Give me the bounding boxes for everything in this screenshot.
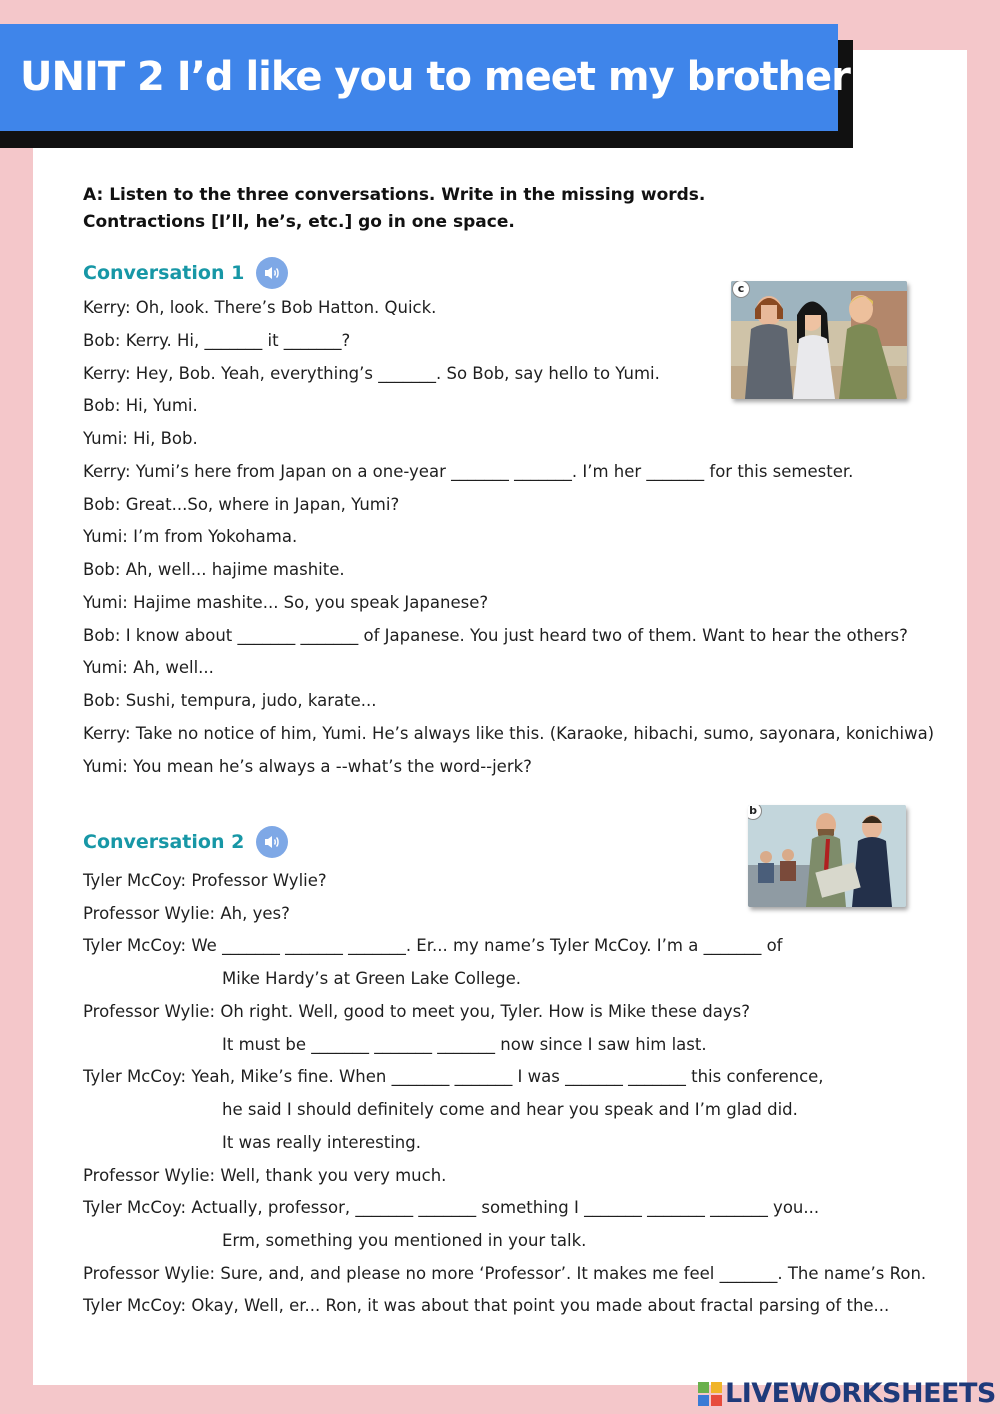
dialogue-line: Kerry: Oh, look. There’s Bob Hatton. Quick. (83, 298, 437, 317)
conversation-1-illustration (731, 281, 907, 399)
dialogue-line: Bob: Great...So, where in Japan, Yumi? (83, 495, 400, 514)
dialogue-line: Tyler McCoy: Okay, Well, er... Ron, it was about that point you made about fractal parsing of the... (83, 1296, 890, 1315)
dialogue-line[interactable]: Kerry: Yumi’s here from Japan on a one-year _______ _______. I’m her _______ for this semester. (83, 462, 854, 481)
three-people-image (731, 281, 907, 399)
dialogue-line: he said I should definitely come and hear you speak and I’m glad did. (222, 1100, 798, 1119)
page-title: UNIT 2 I’d like you to meet my brother (20, 54, 850, 100)
dialogue-line: Bob: Ah, well... hajime mashite. (83, 560, 345, 579)
speaker-icon (262, 263, 282, 283)
dialogue-line[interactable]: Tyler McCoy: Actually, professor, _______ _______ something I _______ _______ _______ you... (83, 1198, 820, 1217)
dialogue-line[interactable]: It must be _______ _______ _______ now since I saw him last. (222, 1035, 707, 1054)
conversation-2-illustration (748, 805, 906, 907)
conversation-1-heading (83, 257, 288, 289)
conversation-2-title: Conversation 2 (83, 831, 245, 853)
dialogue-line: It was really interesting. (222, 1133, 421, 1152)
dialogue-line: Kerry: Take no notice of him, Yumi. He’s always like this. (Karaoke, hibachi, sumo, sayonara, konichiwa) (83, 724, 935, 743)
instruction-line: Contractions [I’ll, he’s, etc.] go in one space. (83, 212, 515, 232)
dialogue-line[interactable]: Tyler McCoy: We _______ _______ _______. Er... my name’s Tyler McCoy. I’m a _______ of (83, 936, 783, 955)
dialogue-line: Yumi: Hajime mashite... So, you speak Japanese? (83, 593, 489, 612)
dialogue-line: Erm, something you mentioned in your talk. (222, 1231, 587, 1250)
dialogue-line: Bob: Sushi, tempura, judo, karate... (83, 691, 377, 710)
watermark-text: LIVEWORKSHEETS (725, 1378, 996, 1409)
dialogue-line: Professor Wylie: Oh right. Well, good to meet you, Tyler. How is Mike these days? (83, 1002, 750, 1021)
conversation-2-heading (83, 826, 288, 858)
liveworksheets-watermark (698, 1378, 996, 1409)
dialogue-line[interactable]: Bob: I know about _______ _______ of Japanese. You just heard two of them. Want to hear the others? (83, 626, 908, 645)
dialogue-line[interactable]: Kerry: Hey, Bob. Yeah, everything’s _______. So Bob, say hello to Yumi. (83, 364, 660, 383)
illustration-letter: b (748, 805, 762, 820)
dialogue-line: Yumi: Hi, Bob. (83, 429, 198, 448)
instructions (83, 182, 883, 236)
speaker-icon (262, 832, 282, 852)
conversation-2-audio-button[interactable] (256, 826, 288, 858)
dialogue-line: Yumi: I’m from Yokohama. (83, 527, 298, 546)
conversation-1-audio-button[interactable] (256, 257, 288, 289)
illustration-letter: c (732, 281, 750, 298)
dialogue-line: Mike Hardy’s at Green Lake College. (222, 969, 522, 988)
dialogue-line: Professor Wylie: Ah, yes? (83, 904, 290, 923)
dialogue-line: Yumi: Ah, well... (83, 658, 214, 677)
dialogue-line[interactable]: Professor Wylie: Sure, and, and please no more ‘Professor’. It makes me feel _______. The name’s Ron. (83, 1264, 927, 1283)
liveworksheets-logo-icon (698, 1382, 722, 1406)
dialogue-line: Professor Wylie: Well, thank you very much. (83, 1166, 447, 1185)
dialogue-line: Bob: Hi, Yumi. (83, 396, 198, 415)
conference-meeting-image (748, 805, 906, 907)
conversation-1-title: Conversation 1 (83, 262, 245, 284)
dialogue-line: Tyler McCoy: Professor Wylie? (83, 871, 327, 890)
instruction-line: A: Listen to the three conversations. Write in the missing words. (83, 185, 706, 205)
dialogue-line: Yumi: You mean he’s always a --what’s the word--jerk? (83, 757, 532, 776)
dialogue-line[interactable]: Bob: Kerry. Hi, _______ it _______? (83, 331, 351, 350)
dialogue-line[interactable]: Tyler McCoy: Yeah, Mike’s fine. When _______ _______ I was _______ _______ this conference, (83, 1067, 824, 1086)
